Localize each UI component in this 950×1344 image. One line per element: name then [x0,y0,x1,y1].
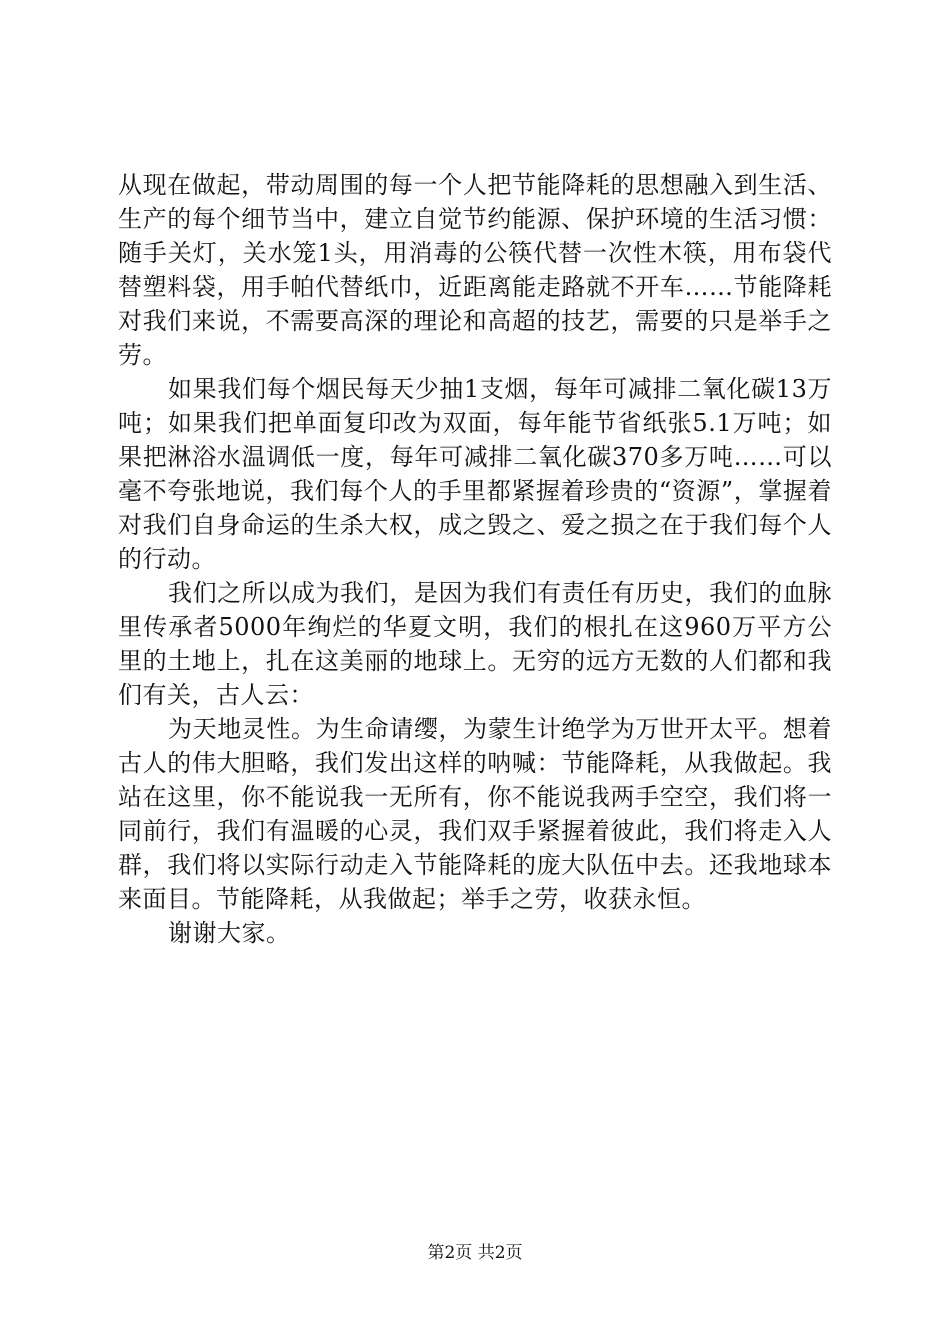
paragraph-4: 为天地灵性。为生命请缨，为蒙生计绝学为万世开太平。想着古人的伟大胆略，我们发出这样的呐喊：节能降耗，从我做起。我站在这里，你不能说我一无所有，你不能说我两手空空，我们将一同前行，我们有温暖的心灵，我们双手紧握着彼此，我们将走入人群，我们将以实际行动走入节能降耗的庞大队伍中去。还我地球本来面目。节能降耗，从我做起；举手之劳，收获永恒。 [118,715,832,913]
paragraph-3: 我们之所以成为我们，是因为我们有责任有历史，我们的血脉里传承者5000年绚烂的华夏文明，我们的根扎在这960万平方公里的土地上，扎在这美丽的地球上。无穷的远方无数的人们都和我们有关，古人云： [118,579,832,709]
paragraph-2: 如果我们每个烟民每天少抽1支烟，每年可减排二氧化碳13万吨；如果我们把单面复印改为双面，每年能节省纸张5.1万吨；如果把淋浴水温调低一度，每年可减排二氧化碳370多万吨……可以毫不夸张地说，我们每个人的手里都紧握着珍贵的“资源”，掌握着对我们自身命运的生杀大权，成之毁之、爱之损之在于我们每个人的行动。 [118,375,832,573]
paragraph-5: 谢谢大家。 [168,919,291,947]
page-number-footer: 第2页 共2页 [427,1243,523,1263]
paragraph-1: 从现在做起，带动周围的每一个人把节能降耗的思想融入到生活、生产的每个细节当中，建立自觉节约能源、保护环境的生活习惯：随手关灯，关水笼1头，用消毒的公筷代替一次性木筷，用布袋代替塑料袋，用手帕代替纸巾，近距离能走路就不开车……节能降耗对我们来说，不需要高深的理论和高超的技艺，需要的只是举手之劳。 [118,171,832,369]
document-body [118,168,832,950]
